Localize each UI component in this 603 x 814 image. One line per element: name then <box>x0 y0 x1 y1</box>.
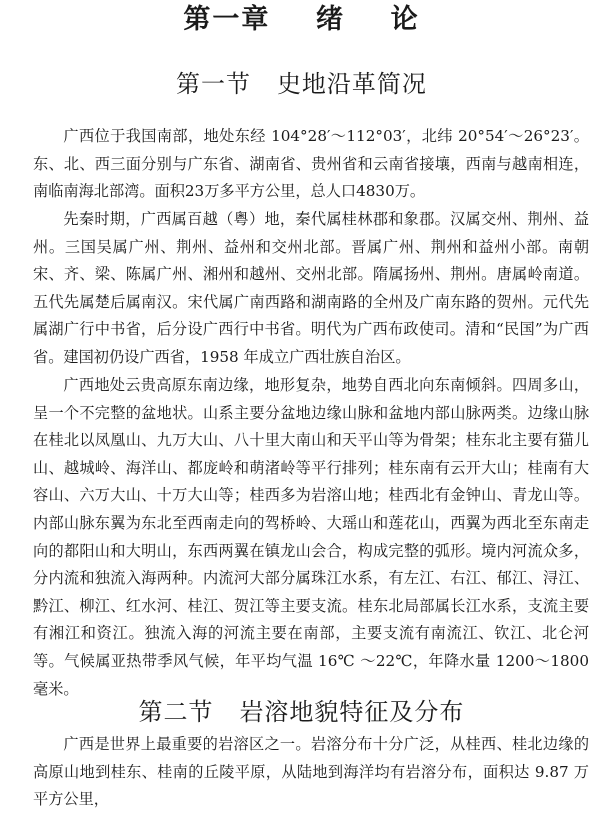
paragraph-karst: 广西是世界上最重要的岩溶区之一。岩溶分布十分广泛，从桂西、桂北边缘的高原山地到桂东、桂南的丘陵平原，从陆地到海洋均有岩溶分布，面积达 9.87 万平方公里， <box>33 735 589 809</box>
section-heading-1 <box>0 64 603 108</box>
section-title: 岩溶地貌特征及分布 <box>239 698 465 726</box>
section-number: 第二节 <box>138 698 214 726</box>
section-number: 第一节 <box>176 70 252 98</box>
section-title: 史地沿革简况 <box>276 70 427 98</box>
section-heading-2 <box>0 692 603 736</box>
chapter-heading <box>0 0 603 46</box>
chapter-number: 第一章 <box>183 4 271 35</box>
paragraph-geography: 广西地处云贵高原东南边缘，地形复杂，地势自西北向东南倾斜。四周多山，呈一个不完整的盆地状。山系主要分盆地边缘山脉和盆地内部山脉两类。边缘山脉在桂北以凤凰山、九万大山、八十里大南山和天平山等为骨架；桂东北主要有猫儿山、越城岭、海洋山、都庞岭和萌渚岭等平行排列；桂东南有云开大山；桂南有大容山、六万大山、十万大山等；桂西多为岩溶山地；桂西北有金钟山、青龙山等。内部山脉东翼为东北至西南走向的驾桥岭、大瑶山和莲花山，西翼为西北至东南走向的都阳山和大明山，东西两翼在镇龙山会合，构成完整的弧形。境内河流众多，分内流和独流入海两种。内流河大部分属珠江水系，有左江、右江、郁江、浔江、黔江、柳江、红水河、桂江、贺江等主要支流。桂东北局部属长江水系，支流主要有湘江和资江。独流入海的河流主要在南部，主要支流有南流江、钦江、北仑河等。气候属亚热带季风气候，年平均气温 16℃ ～22℃，年降水量 1200～1800 毫米。 <box>33 376 589 698</box>
paragraph-location: 广西位于我国南部，地处东经 104°28′～112°03′，北纬 20°54′～26°23′。东、北、西三面分别与广东省、湖南省、贵州省和云南省接壤，西南与越南相连，南临南海北部湾。面积23万多平方公里，总人口4830万。 <box>33 127 589 201</box>
paragraph-history: 先秦时期，广西属百越（粤）地，秦代属桂林郡和象郡。汉属交州、荆州、益州。三国吴属广州、荆州、益州和交州北部。晋属广州、荆州和益州小部。南朝宋、齐、梁、陈属广州、湘州和越州、交州北部。隋属扬州、荆州。唐属岭南道。五代先属楚后属南汉。宋代属广南西路和湖南路的全州及广南东路的贺州。元代先属湖广行中书省，后分设广西行中书省。明代为广西布政使司。清和“民国”为广西省。建国初仍设广西省，1958 年成立广西壮族自治区。 <box>33 210 589 366</box>
chapter-title: 绪 论 <box>316 4 420 35</box>
